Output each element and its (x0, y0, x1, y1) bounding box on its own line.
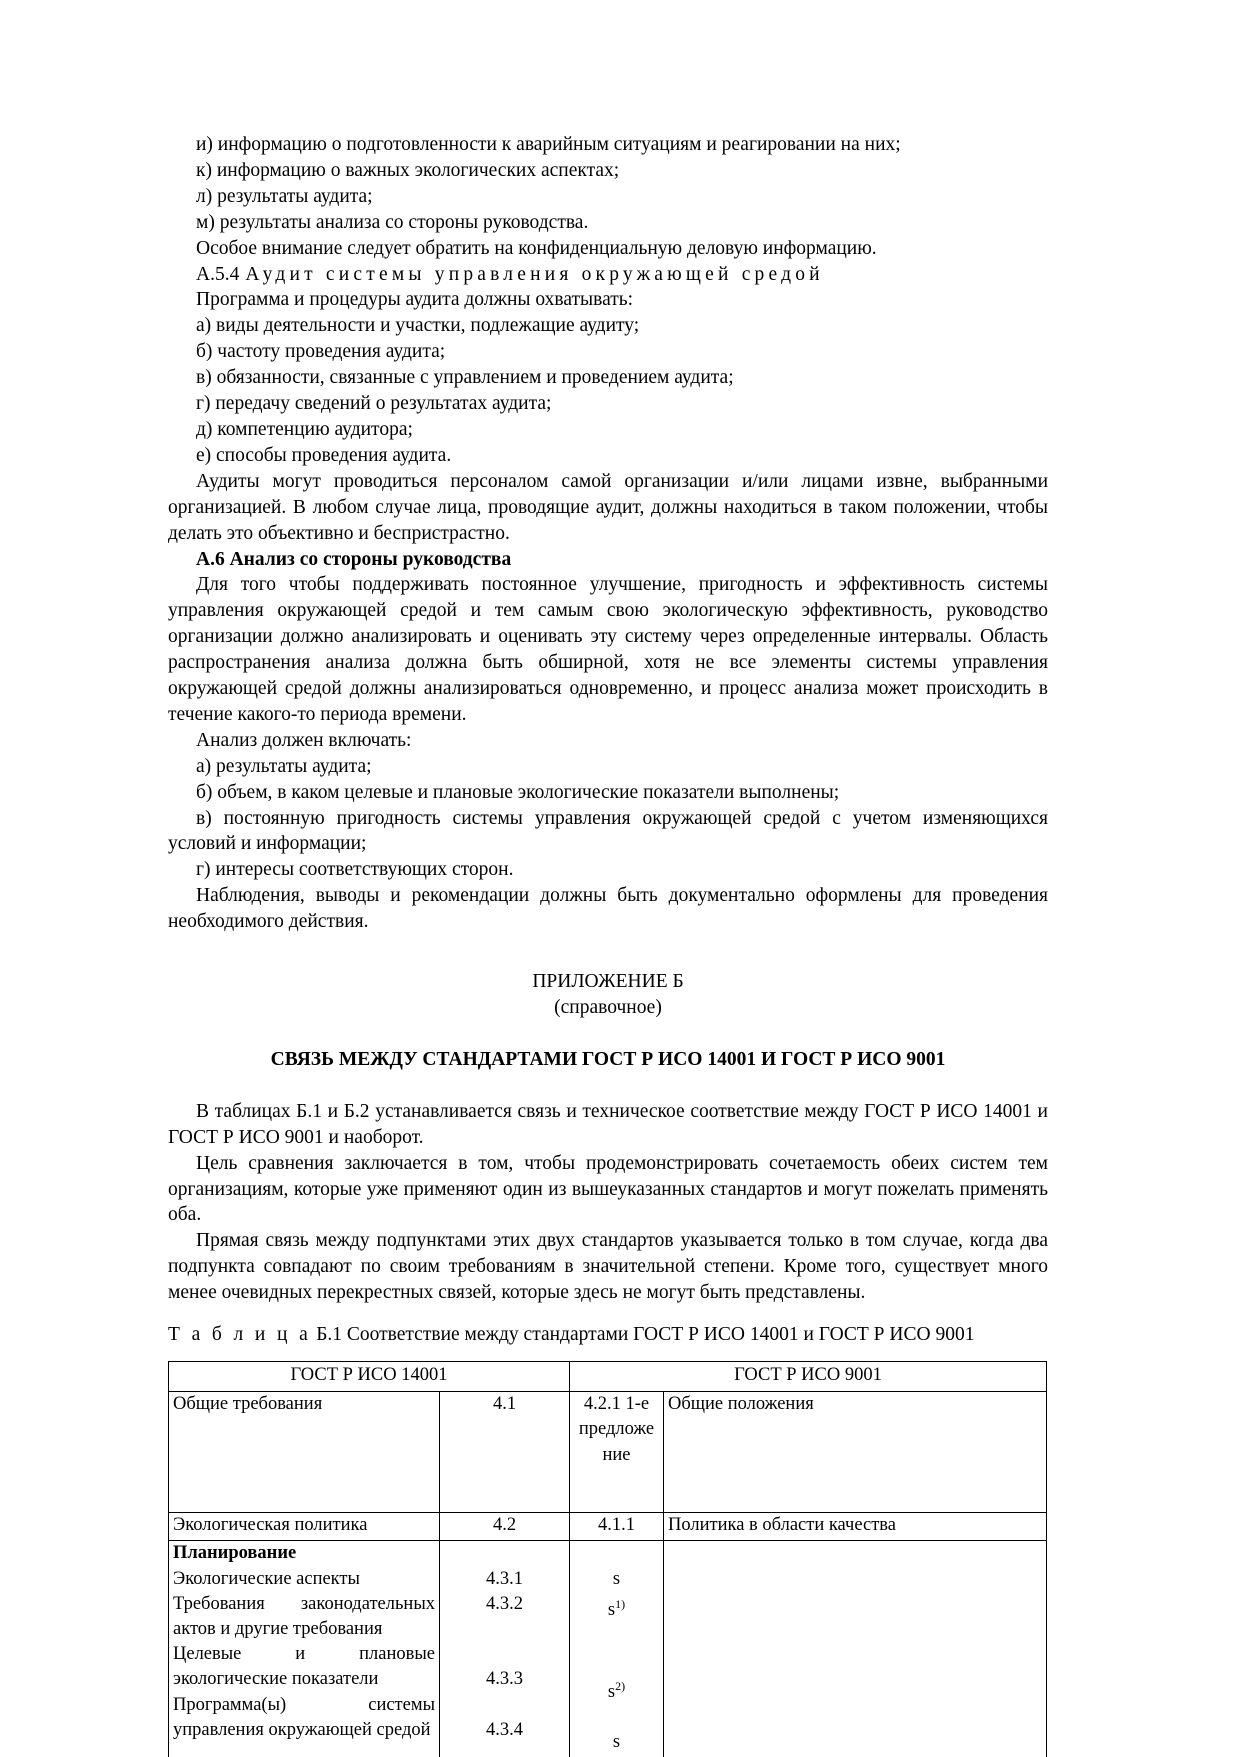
appendix-paragraph: Прямая связь между подпунктами этих двух стандартов указывается только в том случае, когда два подпункта совпадают по своим требованиям в значительной степени. Кроме того, существует много менее очевидных перекрестных связей, которые здесь не могут быть представлены. (168, 1230, 1048, 1304)
cell-iso14001-code: 4.1 (440, 1392, 570, 1513)
planning-entry-name: Требования законодательных актов и другие требования (173, 1593, 435, 1639)
planning-entry-mark (574, 1567, 659, 1592)
cell-planning-names (169, 1541, 440, 1757)
list-item: в) обязанности, связанные с управлением и проведением аудита; (196, 367, 734, 389)
list-item: к) информацию о важных экологических аспектах; (196, 159, 620, 181)
planning-entry-name: Целевые и плановые экологические показатели (173, 1644, 435, 1690)
audit-program-intro: Программа и процедуры аудита должны охватывать: (196, 289, 634, 311)
appendix-title: СВЯЗЬ МЕЖДУ СТАНДАРТАМИ ГОСТ Р ИСО 14001 И ГОСТ Р ИСО 9001 (270, 1048, 946, 1070)
table-row (169, 1392, 1047, 1513)
cell-iso14001-name: Общие требования (169, 1392, 440, 1513)
planning-entry-name: Экологические аспекты (173, 1568, 360, 1589)
audit-closing-paragraph: Аудиты могут проводиться персоналом самой организации и/или лицами извне, выбранными организацией. В любом случае лица, проводящие аудит, должны находиться в таком положении, чтобы делать это объективно и беспристрастно. (168, 470, 1048, 544)
table-caption (168, 1322, 1048, 1348)
cell-planning-iso9001 (664, 1541, 1047, 1757)
table-caption-prefix: Т а б л и ц а (168, 1324, 312, 1346)
planning-entry-mark (574, 1592, 659, 1623)
table-caption-text: Б.1 Соответствие между стандартами ГОСТ Р ИСО 14001 и ГОСТ Р ИСО 9001 (316, 1324, 975, 1346)
appendix-paragraph: Цель сравнения заключается в том, чтобы продемонстрировать сочетаемость обеих систем тем организациям, которые уже применяют один из вышеуказанных стандартов и могут пожелать применять оба. (168, 1152, 1048, 1226)
mark-glyph: s (607, 1681, 616, 1702)
section-heading-a54 (168, 262, 1048, 288)
section-heading-a6: А.6 Анализ со стороны руководства (196, 548, 512, 570)
mark-glyph: s (607, 1599, 616, 1620)
mark-footnote-ref: 1) (615, 1596, 626, 1611)
correspondence-table (168, 1361, 1047, 1757)
planning-entry-mark (574, 1674, 659, 1705)
planning-entry-mark (574, 1730, 659, 1755)
mark-glyph: s (612, 1732, 621, 1753)
planning-entry-code: 4.3.3 (486, 1669, 523, 1690)
table-header-row (169, 1361, 1047, 1391)
appendix-kind: (справочное) (554, 997, 662, 1018)
cell-iso14001-name: Экологическая политика (169, 1513, 440, 1541)
cell-iso9001-name: Политика в области качества (664, 1513, 1047, 1541)
list-item: д) компетенцию аудитора; (196, 418, 413, 440)
management-review-paragraph: Для того чтобы поддерживать постоянное улучшение, пригодность и эффективность системы управления окружающей средой и тем самым свою экологическую эффективность, руководство организации должно анализировать и оценивать эту систему через определенные интервалы. Область распространения анализа должна быть обширной, хотя не все элементы системы управления окружающей средой должны анализироваться одновременно, и процесс анализа может происходить в течение какого-то периода времени. (168, 574, 1048, 725)
list-item: л) результаты аудита; (196, 185, 373, 207)
appendix-paragraph: В таблицах Б.1 и Б.2 устанавливается связь и техническое соответствие между ГОСТ Р ИСО 14001 и ГОСТ Р ИСО 9001 и наоборот. (168, 1100, 1048, 1148)
list-item: м) результаты анализа со стороны руководства. (196, 211, 589, 233)
list-item: и) информацию о подготовленности к аварийным ситуациям и реагировании на них; (196, 134, 901, 155)
confidential-note: Особое внимание следует обратить на конфиденциальную деловую информацию. (196, 237, 877, 259)
cell-planning-codes (440, 1541, 570, 1757)
planning-entry-code: 4.3.2 (486, 1593, 523, 1614)
cell-iso9001-code: 4.1.1 (570, 1513, 664, 1541)
mark-footnote-ref: 2) (615, 1678, 626, 1693)
appendix-label: ПРИЛОЖЕНИЕ Б (532, 971, 684, 993)
table-header-right: ГОСТ Р ИСО 9001 (570, 1361, 1047, 1391)
list-item: б) объем, в каком целевые и плановые экологические показатели выполнены; (196, 781, 840, 803)
section-number: А.5.4 (196, 263, 240, 285)
cell-iso14001-code: 4.2 (440, 1513, 570, 1541)
document-page (168, 0, 1048, 1757)
planning-entry-name: Программа(ы) системы управления окружающей средой (173, 1694, 435, 1740)
review-intro: Анализ должен включать: (196, 729, 412, 751)
section-title: Аудит системы управления окружающей средой (245, 263, 824, 285)
list-item: г) интересы соответствующих сторон. (196, 859, 514, 881)
list-item: е) способы проведения аудита. (196, 444, 452, 466)
list-item: а) виды деятельности и участки, подлежащие аудиту; (196, 315, 640, 337)
planning-entry-code: 4.3.4 (486, 1719, 523, 1740)
list-item: г) передачу сведений о результатах аудита; (196, 393, 552, 415)
planning-entry-code: 4.3.1 (486, 1568, 523, 1589)
list-item: в) постоянную пригодность системы управления окружающей средой с учетом изменяющихся условий и информации; (168, 807, 1048, 855)
mark-glyph: s (612, 1568, 621, 1589)
table-row (169, 1513, 1047, 1541)
list-item: б) частоту проведения аудита; (196, 341, 446, 363)
cell-planning-marks (570, 1541, 664, 1757)
table-header-left: ГОСТ Р ИСО 14001 (169, 1361, 570, 1391)
list-item: а) результаты аудита; (196, 755, 372, 777)
review-closing-paragraph: Наблюдения, выводы и рекомендации должны быть документально оформлены для проведения необходимого действия. (168, 885, 1048, 933)
planning-group-title: Планирование (173, 1543, 297, 1564)
cell-iso9001-code: 4.2.1 1-е предложе ние (570, 1392, 664, 1513)
cell-iso9001-name: Общие положения (664, 1392, 1047, 1513)
table-row-planning-group (169, 1541, 1047, 1757)
